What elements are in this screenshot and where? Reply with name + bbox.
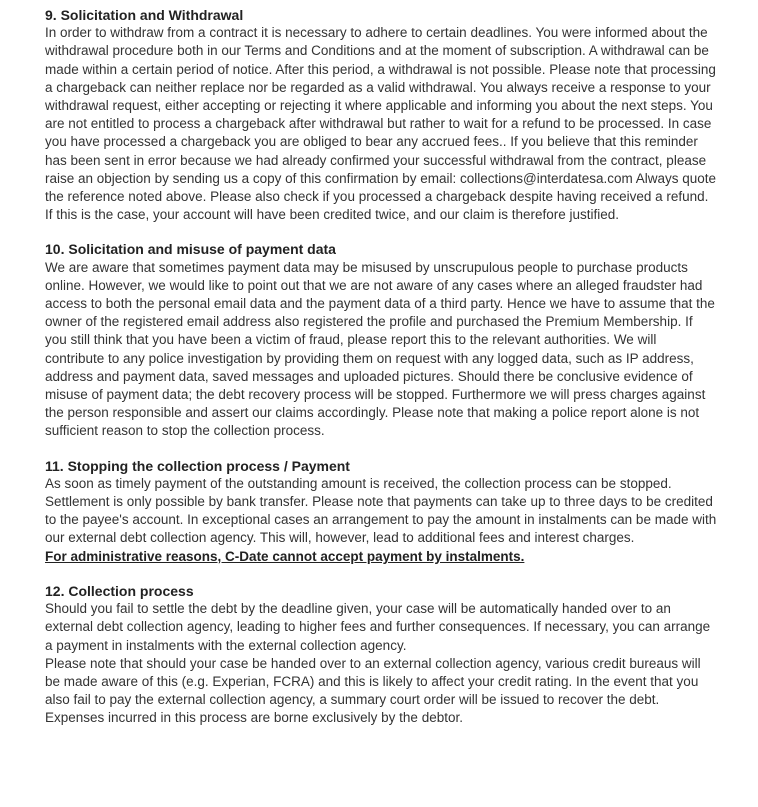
terms-document [45,6,717,728]
section-12-paragraph-2: Please note that should your case be handed over to an external collection agency, various credit bureaus will be made aware of this (e.g. Experian, FCRA) and this is likely to affect your credit rating. In the event that you also fail to pay the external collection agency, a summary court order will be issued to recover the debt. Expenses incurred in this process are borne exclusively by the debtor. [45,655,701,726]
section-solicitation-and-withdrawal [45,6,717,224]
section-10-paragraph: We are aware that sometimes payment data may be misused by unscrupulous people to purchase products online. However, we would like to point out that we are not aware of any cases where an alleged fraudster had access to both the personal email data and the payment data of a third party. Hence we have to assume that the owner of the registered email address also registered the profile and purchased the Premium Membership. If you still think that you have been a victim of fraud, please report this to the relevant authorities. We will contribute to any police investigation by providing them on request with any logged data, such as IP address, address and payment data, saved messages and uploaded pictures. Should there be conclusive evidence of misuse of payment data; the debt recovery process will be stopped. Furthermore we will press charges against the person responsible and assert our claims accordingly. Please note that making a police report alone is not sufficient reason to stop the collection process. [45,259,715,439]
section-misuse-of-payment-data [45,240,717,440]
no-instalments-notice: For administrative reasons, C-Date cannot accept payment by instalments. [45,548,525,564]
section-10-heading: 10. Solicitation and misuse of payment data [45,241,336,258]
page-corner-fade [468,732,758,807]
section-collection-process [45,582,717,728]
section-11-heading: 11. Stopping the collection process / Payment [45,457,350,474]
section-9-heading: 9. Solicitation and Withdrawal [45,7,244,23]
section-12-paragraph-1: Should you fail to settle the debt by the deadline given, your case will be automatically handed over to an external debt collection agency, leading to higher fees and further consequences. If necessary, you can arrange a payment in instalments with the external collection agency. [45,601,711,653]
section-11-paragraph: As soon as timely payment of the outstanding amount is received, the collection process can be stopped. Settlement is only possible by bank transfer. Please note that payments can take up to three days to be credited to the payee's account. In exceptional cases an arrangement to pay the amount in instalments can be made with our external debt collection agency. This will, however, lead to additional fees and interest charges. [45,475,717,546]
section-9-paragraph: In order to withdraw from a contract it is necessary to adhere to certain deadlines. You were informed about the withdrawal procedure both in our Terms and Conditions and at the moment of subscription. A withdrawal can be made within a certain period of notice. After this period, a withdrawal is not possible. Please note that processing a chargeback can neither replace nor be regarded as a valid withdrawal. You always receive a response to your withdrawal request, either accepting or rejecting it where applicable and informing you about the next steps. You are not entitled to process a chargeback after withdrawal but rather to wait for a refund to be processed. In case you have processed a chargeback you are obliged to bear any accrued fees.. If you believe that this reminder has been sent in error because we had already confirmed your successful withdrawal from the contract, please raise an objection by sending us a copy of this confirmation by email: collections@interdatesa.com Always quote the reference noted above. Please also check if you processed a chargeback despite having received a refund. If this is the case, your account will have been credited twice, and our claim is therefore justified. [45,25,717,223]
section-12-heading: 12. Collection process [45,582,194,599]
section-stopping-collection-process [45,457,717,566]
